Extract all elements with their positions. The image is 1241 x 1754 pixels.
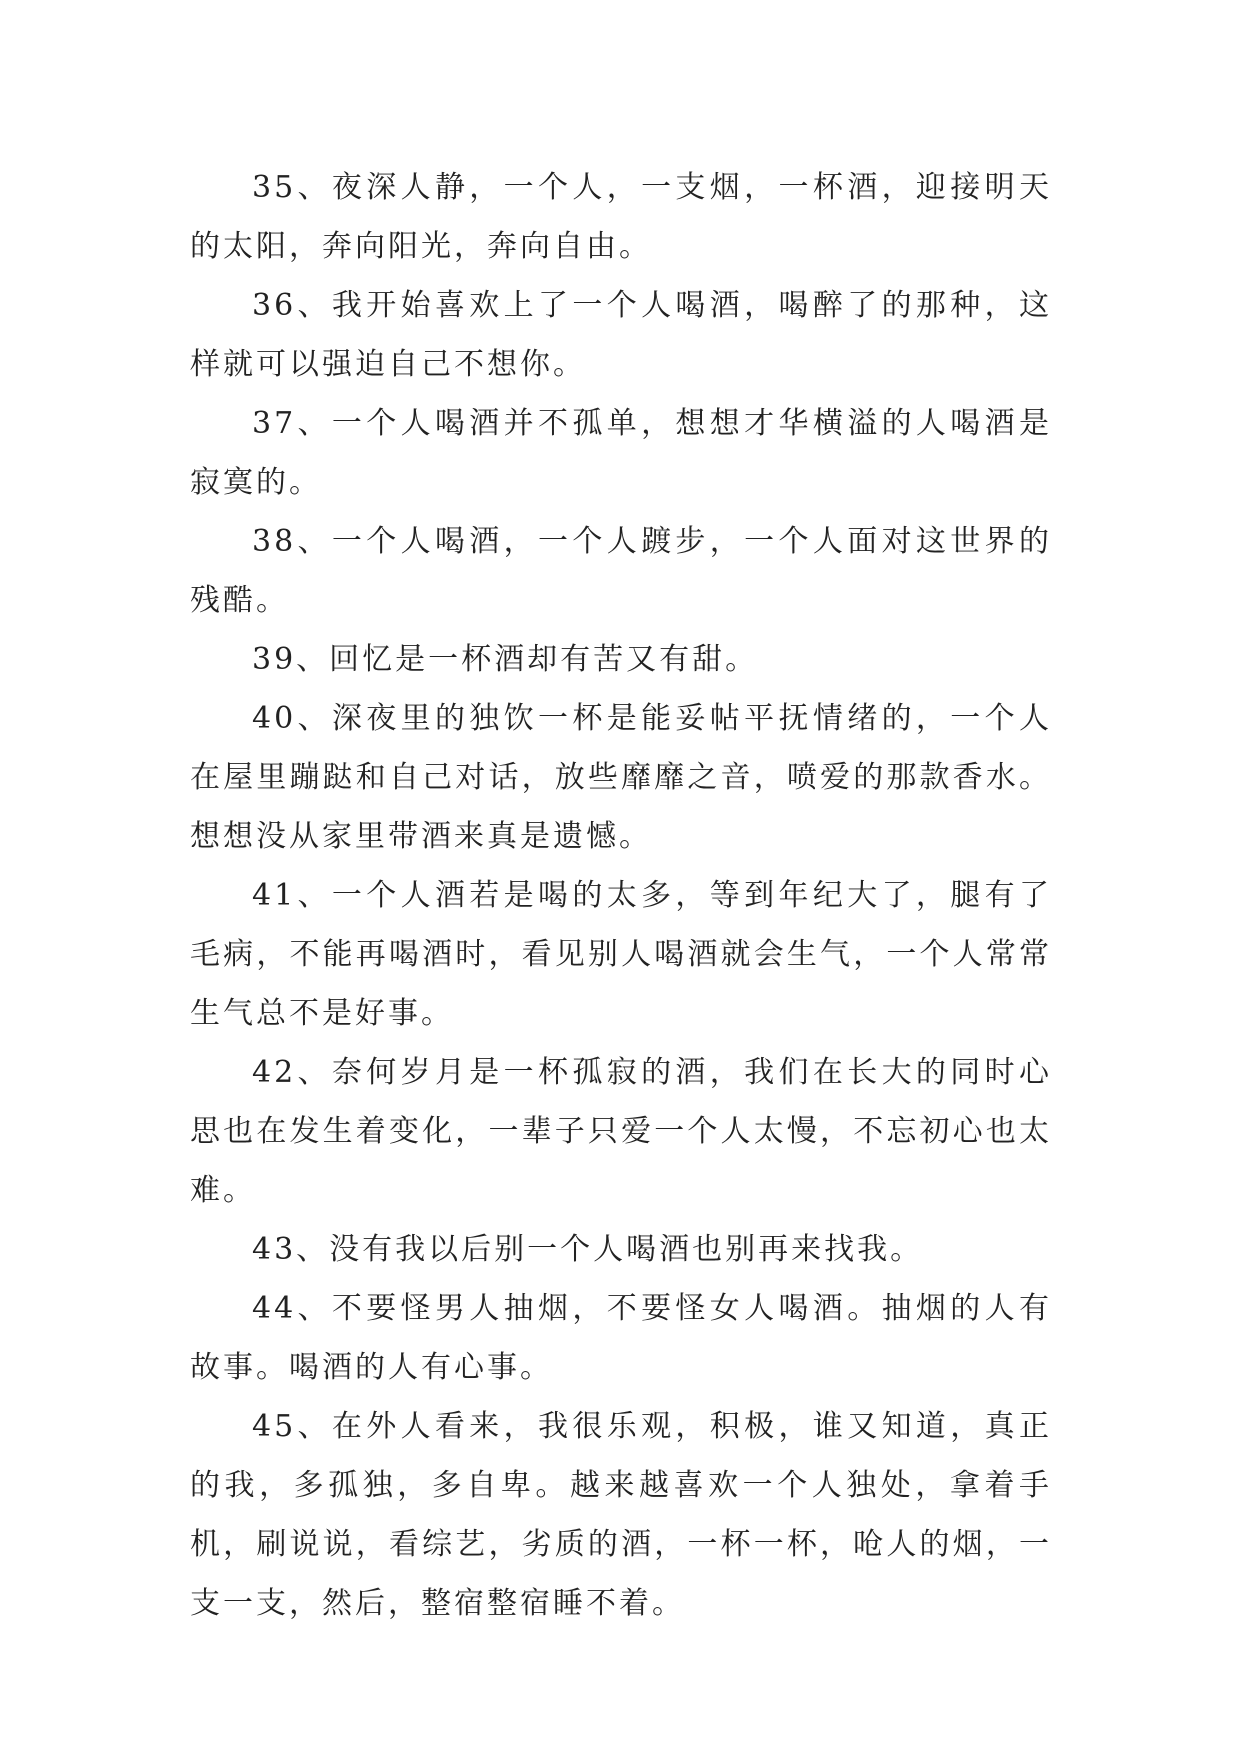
- paragraph-41: 41、一个人酒若是喝的太多，等到年纪大了，腿有了毛病，不能再喝酒时，看见别人喝酒就会生气，一个人常常生气总不是好事。: [190, 878, 1052, 1031]
- paragraph-37: 37、一个人喝酒并不孤单，想想才华横溢的人喝酒是寂寞的。: [190, 406, 1052, 500]
- document-body: [190, 158, 1052, 1633]
- paragraph-35: 35、夜深人静，一个人，一支烟，一杯酒，迎接明天的太阳，奔向阳光，奔向自由。: [190, 170, 1052, 264]
- paragraph-45: 45、在外人看来，我很乐观，积极，谁又知道，真正的我，多孤独，多自卑。越来越喜欢一个人独处，拿着手机，刷说说，看综艺，劣质的酒，一杯一杯，呛人的烟，一支一支，然后，整宿整宿睡不着。: [190, 1409, 1052, 1621]
- paragraph-40: 40、深夜里的独饮一杯是能妥帖平抚情绪的，一个人在屋里蹦跶和自己对话，放些靡靡之音，喷爱的那款香水。想想没从家里带酒来真是遗憾。: [190, 701, 1052, 854]
- paragraph-36: 36、我开始喜欢上了一个人喝酒，喝醉了的那种，这样就可以强迫自己不想你。: [190, 288, 1052, 382]
- paragraph-39: 39、回忆是一杯酒却有苦又有甜。: [252, 642, 759, 677]
- paragraph-43: 43、没有我以后别一个人喝酒也别再来找我。: [252, 1232, 924, 1267]
- paragraph-38: 38、一个人喝酒，一个人踱步，一个人面对这世界的残酷。: [190, 524, 1052, 618]
- paragraph-44: 44、不要怪男人抽烟，不要怪女人喝酒。抽烟的人有故事。喝酒的人有心事。: [190, 1291, 1052, 1385]
- paragraph-42: 42、奈何岁月是一杯孤寂的酒，我们在长大的同时心思也在发生着变化，一辈子只爱一个人太慢，不忘初心也太难。: [190, 1055, 1052, 1208]
